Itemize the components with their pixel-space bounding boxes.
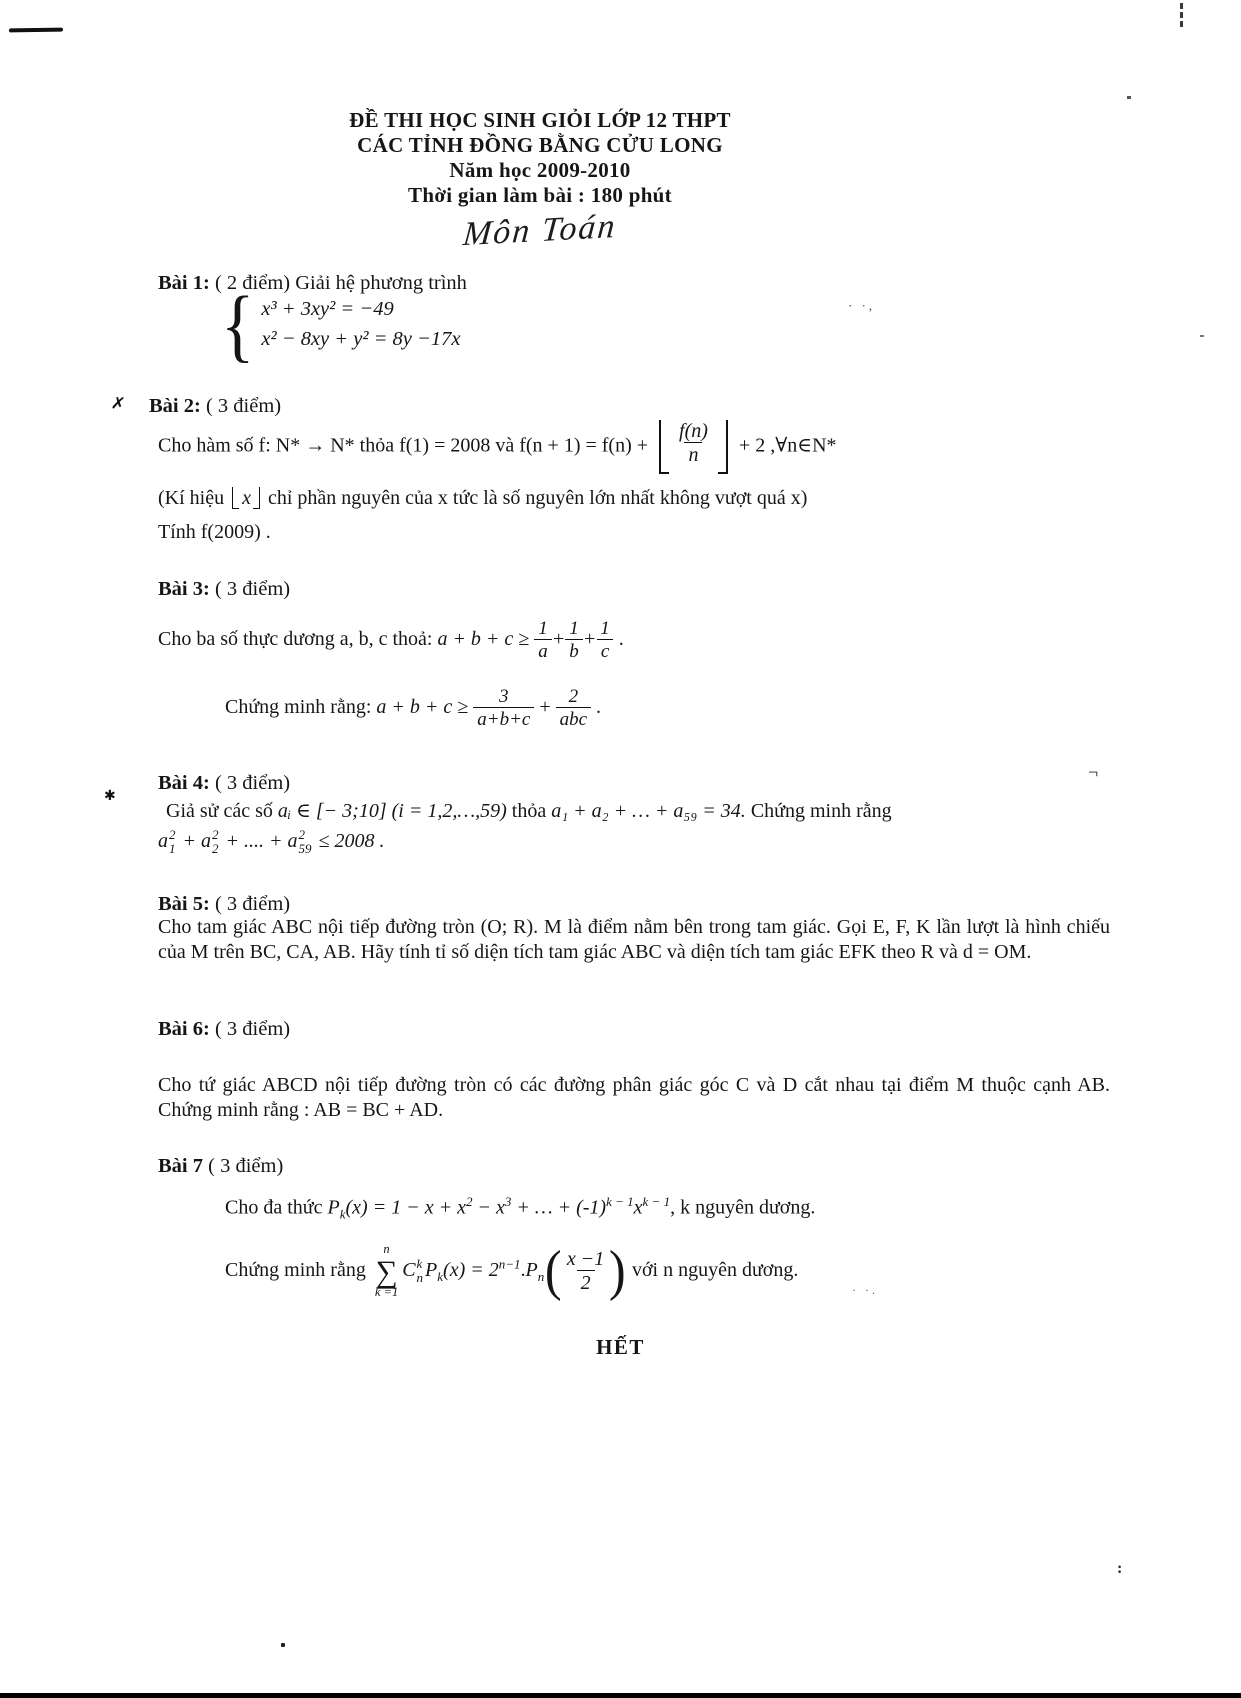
fraction — [675, 420, 712, 467]
fraction-numerator: 2 — [568, 686, 579, 707]
problem-4-label: Bài 4: — [158, 772, 210, 794]
end-marker: HẾT — [596, 1335, 645, 1359]
claim-math: a + b + c ≥ — [376, 695, 474, 718]
problem-7-polynomial — [225, 1194, 1225, 1223]
margin-star-icon: ✱ — [104, 789, 116, 804]
problem-7-identity: Chứng minh rằng n ∑ k =1 C k n $P_k(x) = 2^{n-1}.P_n$( $\frac{x -1}{2}$ ) với n nguyên dương. — [225, 1240, 799, 1303]
sigma-icon: ∑ — [375, 1253, 398, 1289]
statement-text: Chứng minh rằng — [745, 800, 892, 822]
note-text: chỉ phần nguyên của x tức là số nguyên lớn nhất không vượt quá x) — [262, 487, 808, 509]
subscript: 1 — [169, 841, 176, 857]
fraction-denominator: a — [534, 639, 552, 662]
fraction — [534, 618, 552, 663]
condition-text: Cho ba số thực dương a, b, c thoả: — [158, 627, 438, 650]
problem-1-points: ( 2 điểm) Giải hệ phương trình — [209, 272, 467, 294]
exam-year: Năm học 2009-2010 — [449, 158, 631, 182]
exam-duration: Thời gian làm bài : 180 phút — [408, 183, 672, 207]
equation-2: x² − 8xy + y² = 8y −17x — [261, 328, 461, 351]
problem-5-label: Bài 5: — [158, 893, 210, 915]
problem-1-label: Bài 1: — [158, 272, 210, 294]
statement-math: aᵢ ∈ [− 3;10] (i = 1,2,…,59) — [277, 800, 507, 822]
floor-right-icon — [718, 420, 728, 474]
problem-7-points: ( 3 điểm) — [203, 1155, 284, 1177]
statement-math: a₁ + a₂ + … + a₅₉ = 34. — [551, 800, 746, 822]
superscript: 3 — [504, 1194, 512, 1209]
scan-artifact-dash-topleft — [9, 28, 63, 33]
fraction-numerator: 1 — [538, 618, 548, 639]
statement-text: Giả sử các số — [166, 800, 278, 822]
sup-sub-stack — [169, 828, 176, 857]
fraction-numerator: 1 — [569, 618, 579, 639]
note-text: (Kí hiệu — [158, 487, 230, 509]
problem-3-claim — [225, 686, 1225, 731]
note-variable: x — [242, 487, 251, 509]
fraction — [563, 1248, 608, 1295]
problem-4-heading — [158, 772, 290, 795]
problem-6-body: Cho tứ giác ABCD nội tiếp đường tròn có các đường phân giác góc C và D cắt nhau tại điểm M thuộc cạnh AB. Chứng minh rằng : AB = BC + AD. — [158, 1074, 1110, 1121]
floor-left-icon — [232, 487, 239, 509]
period: . — [591, 695, 602, 718]
scan-artifact-not-sign: ¬ — [1088, 762, 1099, 782]
fraction-denominator: b — [565, 639, 583, 662]
fraction-denominator: 2 — [577, 1270, 595, 1294]
superscript: k − 1 — [642, 1194, 671, 1209]
fraction-denominator: abc — [556, 707, 591, 730]
sup-sub-stack — [212, 828, 219, 857]
system-brace-icon: { — [220, 279, 255, 370]
summation — [375, 1243, 398, 1300]
variable: P — [327, 1196, 340, 1219]
handwritten-subject: Môn Toán — [461, 207, 619, 254]
variable: x — [633, 1196, 643, 1219]
scan-artifact-dots: · ·. — [852, 1283, 878, 1297]
scan-artifact-dot — [1127, 96, 1131, 99]
problem-5-points: ( 3 điểm) — [209, 893, 291, 915]
variable: a — [158, 829, 168, 852]
problem-3-points: ( 3 điểm) — [209, 578, 291, 600]
problem-2-formula — [158, 420, 1158, 474]
plus-sign: + — [534, 695, 556, 718]
variable: P — [425, 1259, 438, 1282]
fraction — [596, 618, 614, 663]
subscript: k — [437, 1269, 444, 1285]
floor-left-icon — [659, 420, 669, 474]
exam-title-line2: CÁC TỈNH ĐỒNG BẰNG CỬU LONG — [357, 133, 723, 157]
exam-title-line1: ĐỀ THI HỌC SINH GIỎI LỚP 12 THPT — [349, 108, 731, 132]
superscript: n−1 — [498, 1256, 521, 1272]
problem-6-label: Bài 6: — [158, 1018, 210, 1040]
sum-lower-limit: k =1 — [374, 1285, 399, 1300]
problem-2-heading — [149, 395, 281, 418]
variable: P — [525, 1259, 538, 1282]
superscript: 2 — [169, 827, 176, 842]
sum-upper-limit: n — [383, 1242, 390, 1256]
variable: a — [201, 829, 211, 852]
superscript: k — [416, 1256, 423, 1272]
superscript: k − 1 — [606, 1194, 634, 1209]
floor-bracket — [659, 420, 728, 474]
subscript: k — [339, 1206, 346, 1222]
subscript: n — [416, 1270, 424, 1286]
problem-7-heading — [158, 1155, 283, 1178]
fraction — [473, 686, 534, 731]
fraction-numerator: 3 — [499, 686, 509, 707]
statement-math: − x — [472, 1196, 505, 1219]
scan-artifact-dashed-line — [1180, 3, 1183, 27]
fraction-numerator: 1 — [600, 618, 610, 639]
formula-text: + 2 ,∀n∈N* — [733, 434, 837, 457]
problem-3-condition — [158, 618, 1158, 663]
sup-sub-stack — [299, 828, 312, 857]
fraction-denominator: c — [597, 639, 613, 662]
statement-math: (x) = 1 − x + x — [345, 1196, 466, 1219]
fraction-denominator: n — [684, 442, 702, 466]
scan-artifact-dot — [281, 1643, 285, 1647]
claim-text: với n nguyên dương. — [626, 1259, 799, 1282]
sup-sub-stack — [417, 1257, 424, 1286]
claim-text: Chứng minh rằng — [225, 1259, 371, 1282]
scan-edge-strip — [0, 1693, 1241, 1698]
problem-4-inequality — [158, 828, 1158, 857]
claim-text: Chứng minh rằng: — [225, 695, 377, 718]
plus-sign: + — [177, 829, 201, 852]
problem-2-question: Tính f(2009) . — [158, 521, 271, 543]
problem-2-label: Bài 2: — [149, 395, 201, 417]
period: . — [613, 627, 624, 650]
problem-4-points: ( 3 điểm) — [209, 772, 291, 794]
problem-2-note — [158, 487, 1158, 510]
statement-text: , k nguyên dương. — [670, 1196, 816, 1219]
floor-right-icon — [253, 487, 260, 509]
multiplication-dot: . — [520, 1259, 526, 1282]
problem-5-heading — [158, 893, 290, 916]
fraction-denominator: a+b+c — [473, 707, 534, 730]
problem-3-heading — [158, 578, 290, 601]
subscript: n — [537, 1269, 545, 1285]
condition-math: a + b + c ≥ — [437, 627, 535, 650]
fraction — [565, 618, 583, 663]
variable: C — [402, 1259, 416, 1282]
formula-text: Cho hàm số f: N* → N* thỏa f(1) = 2008 và f(n + 1) = f(n) + — [158, 434, 654, 457]
fraction — [556, 686, 591, 731]
system-equations — [261, 298, 460, 351]
plus-sign: + — [551, 627, 566, 650]
superscript: 2 — [212, 827, 219, 842]
statement-math: + … + (-1) — [511, 1196, 607, 1219]
problem-6-points: ( 3 điểm) — [209, 1018, 291, 1040]
problem-2-points: ( 3 điểm) — [200, 395, 282, 417]
problem-3-label: Bài 3: — [158, 578, 210, 600]
superscript: 2 — [465, 1194, 473, 1209]
statement-math: (x) = 2 — [443, 1259, 499, 1282]
scan-artifact-dot — [1200, 335, 1204, 337]
ellipsis: + .... + — [220, 829, 288, 852]
exam-header — [250, 108, 830, 254]
plus-sign: + — [582, 627, 597, 650]
inequality-tail: ≤ 2008 . — [313, 829, 385, 852]
margin-mark-icon: ✗ — [109, 393, 127, 414]
superscript: 2 — [298, 827, 305, 842]
scan-artifact-dots: · ·, — [848, 298, 876, 313]
problem-6-heading — [158, 1018, 290, 1041]
fraction-numerator: f(n) — [679, 420, 708, 442]
scan-artifact-colon: : — [1117, 1560, 1123, 1577]
problem-4-statement — [166, 798, 1166, 823]
variable: a — [287, 829, 298, 852]
equation-1: x³ + 3xy² = −49 — [261, 298, 394, 321]
problem-7-label: Bài 7 — [158, 1155, 203, 1177]
fraction-numerator: x −1 — [566, 1248, 605, 1271]
statement-text: Cho đa thức — [225, 1196, 328, 1219]
subscript: 59 — [298, 841, 312, 857]
problem-5-body: Cho tam giác ABC nội tiếp đường tròn (O; R). M là điểm nằm bên trong tam giác. Gọi E, F, K lần lượt là hình chiếu của M trên BC, CA, AB. Hãy tính tỉ số diện tích tam giác ABC và diện tích tam giác EFK theo R và d = OM. — [158, 916, 1110, 963]
subscript: 2 — [212, 841, 219, 857]
statement-text: thỏa — [506, 800, 552, 822]
